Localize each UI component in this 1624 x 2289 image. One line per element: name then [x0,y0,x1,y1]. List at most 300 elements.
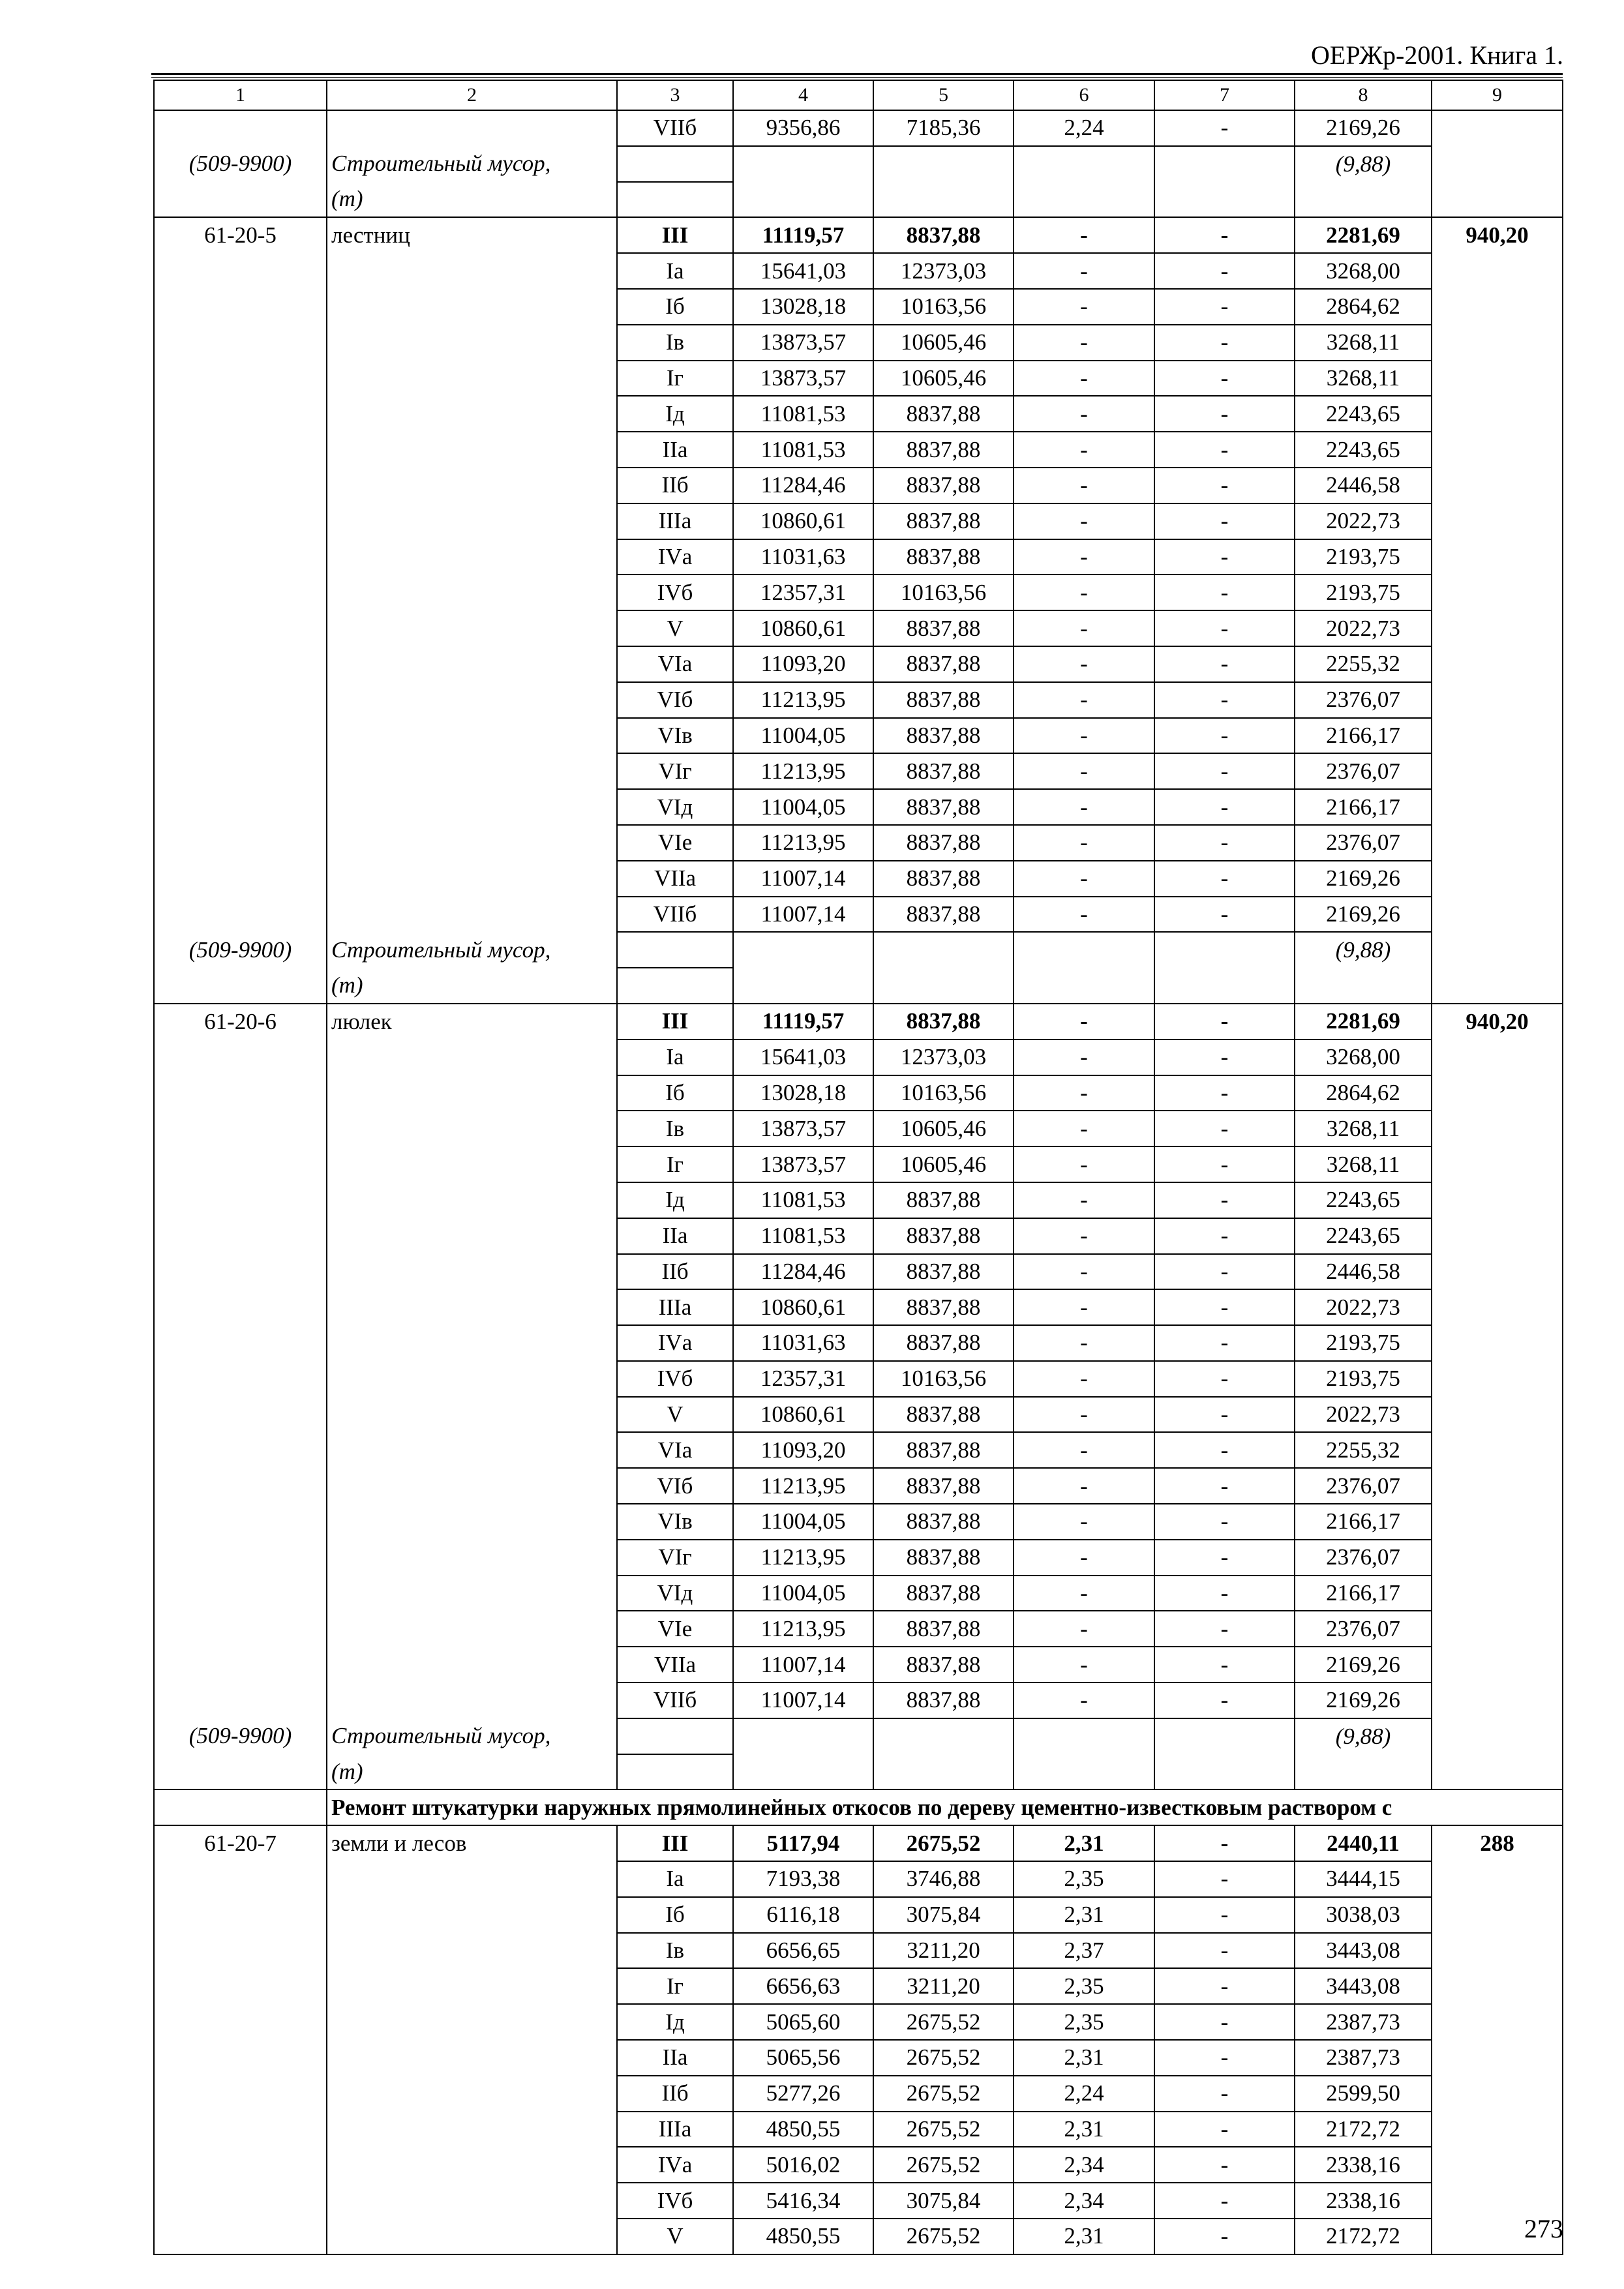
empty-cell [1154,1754,1295,1790]
wages-cell: 10163,56 [873,1075,1014,1111]
total-cost-cell: 11007,14 [733,861,873,897]
materials-cell: 2387,73 [1295,2004,1432,2040]
name-cell [327,1182,617,1218]
debris-unit: (т) [327,968,617,1004]
total-cost-cell: 11004,05 [733,1576,873,1611]
wages-cell: 8837,88 [873,1397,1014,1433]
debris-unit: (т) [327,1754,617,1790]
wages-cell: 8837,88 [873,789,1014,825]
machinist-wages-cell: - [1154,1004,1295,1040]
name-cell [327,1861,617,1897]
total-cost-cell: 11031,63 [733,1325,873,1361]
code-cell [154,1146,327,1182]
machinist-wages-cell: - [1154,361,1295,396]
labor-cell [1432,2076,1563,2112]
machinist-wages-cell: - [1154,1397,1295,1433]
machinist-wages-cell: - [1154,110,1295,146]
materials-cell: 3443,08 [1295,1968,1432,2004]
empty-cell [873,182,1014,218]
machinist-wages-cell: - [1154,861,1295,897]
empty-cell [873,1718,1014,1754]
column-number-9: 9 [1432,80,1563,110]
table-row [154,825,1563,861]
table-row [154,1218,1563,1254]
machinist-wages-cell: - [1154,432,1295,468]
total-cost-cell: 11081,53 [733,1182,873,1218]
total-cost-cell: 5065,60 [733,2004,873,2040]
wages-cell: 8837,88 [873,682,1014,718]
machinist-wages-cell: - [1154,1825,1295,1861]
code-cell [154,825,327,861]
code-cell [154,1647,327,1683]
labor-cell [1432,825,1563,861]
zone-cell: Iб [617,289,733,325]
machines-cell: 2,31 [1014,1897,1154,1933]
materials-cell: 3038,03 [1295,1897,1432,1933]
section-title: Ремонт штукатурки наружных прямолинейных откосов по дереву цементно-известковым раствором с [327,1789,1563,1825]
table-row [154,1432,1563,1468]
wages-cell: 10163,56 [873,575,1014,610]
wages-cell: 8837,88 [873,610,1014,646]
zone-cell: VIг [617,1540,733,1576]
materials-cell: 3268,00 [1295,1040,1432,1075]
code-cell [154,1897,327,1933]
table-row [154,2076,1563,2112]
table-row [154,1325,1563,1361]
code-cell [154,1325,327,1361]
machines-cell: - [1014,1540,1154,1576]
section-title-row [154,1789,1563,1825]
materials-cell: 2376,07 [1295,682,1432,718]
empty-cell [873,146,1014,182]
zone-cell: IVа [617,2147,733,2183]
code-cell [154,1468,327,1504]
wages-cell: 8837,88 [873,1432,1014,1468]
code-cell [154,1111,327,1146]
table-row [154,789,1563,825]
machines-cell: - [1014,1075,1154,1111]
zone-cell: Iа [617,1040,733,1075]
empty-cell [1295,182,1432,218]
table-row [154,361,1563,396]
zone-cell: IVа [617,539,733,575]
machinist-wages-cell: - [1154,753,1295,789]
name-cell [327,825,617,861]
code-cell [154,1432,327,1468]
debris-row [154,146,1563,182]
column-number-7: 7 [1154,80,1295,110]
total-cost-cell: 4850,55 [733,2219,873,2254]
zone-cell: V [617,610,733,646]
machinist-wages-cell: - [1154,253,1295,289]
materials-cell: 2022,73 [1295,1397,1432,1433]
wages-cell: 8837,88 [873,1004,1014,1040]
code-cell [154,1361,327,1397]
name-cell [327,897,617,933]
total-cost-cell: 11213,95 [733,1540,873,1576]
machinist-wages-cell: - [1154,646,1295,682]
materials-cell: 2281,69 [1295,1004,1432,1040]
wages-cell: 8837,88 [873,1576,1014,1611]
debris-label: Строительный мусор, [327,1718,617,1754]
wages-cell: 10605,46 [873,361,1014,396]
labor-cell: 940,20 [1432,1004,1563,1040]
labor-cell [1432,1968,1563,2004]
empty-cell [1154,932,1295,968]
zone-cell: Iд [617,2004,733,2040]
labor-cell [1432,2004,1563,2040]
zone-cell: IIб [617,2076,733,2112]
materials-cell: 2193,75 [1295,1361,1432,1397]
labor-cell [1432,1182,1563,1218]
name-cell [327,2183,617,2219]
machines-cell: - [1014,1468,1154,1504]
table-row [154,646,1563,682]
name-cell [327,1540,617,1576]
labor-cell [1432,1397,1563,1433]
machines-cell: - [1014,1218,1154,1254]
labor-cell [1432,1361,1563,1397]
page-header-title: ОЕРЖр-2001. Книга 1. [1311,40,1563,70]
machinist-wages-cell: - [1154,217,1295,253]
column-number-row [154,80,1563,110]
materials-cell: 2376,07 [1295,1611,1432,1647]
name-cell [327,1432,617,1468]
code-cell [154,325,327,361]
machines-cell: - [1014,1325,1154,1361]
total-cost-cell: 13873,57 [733,325,873,361]
zone-cell: VIд [617,789,733,825]
total-cost-cell: 11213,95 [733,753,873,789]
table-row [154,110,1563,146]
machinist-wages-cell: - [1154,897,1295,933]
machines-cell: - [1014,361,1154,396]
machinist-wages-cell: - [1154,1504,1295,1540]
materials-cell: 2172,72 [1295,2112,1432,2147]
empty-cell [1014,968,1154,1004]
total-cost-cell: 12357,31 [733,1361,873,1397]
materials-cell: 3268,11 [1295,361,1432,396]
code-cell [154,1576,327,1611]
page-number: 273 [1524,2214,1563,2243]
code-cell [154,182,327,218]
labor-cell [1432,1718,1563,1754]
total-cost-cell: 15641,03 [733,253,873,289]
code-cell [154,861,327,897]
materials-cell: 3444,15 [1295,1861,1432,1897]
materials-cell: 2387,73 [1295,2040,1432,2076]
labor-cell [1432,1075,1563,1111]
name-cell [327,361,617,396]
zone-cell [617,1754,733,1790]
table-row [154,575,1563,610]
table-row [154,610,1563,646]
code-cell [154,2004,327,2040]
materials-cell: 2376,07 [1295,753,1432,789]
table-row [154,1468,1563,1504]
machines-cell: 2,24 [1014,2076,1154,2112]
name-cell [327,1361,617,1397]
wages-cell: 12373,03 [873,253,1014,289]
wages-cell: 8837,88 [873,1325,1014,1361]
materials-cell: 2864,62 [1295,289,1432,325]
machinist-wages-cell: - [1154,468,1295,503]
zone-cell: Iв [617,1111,733,1146]
name-cell [327,1468,617,1504]
table-row [154,1968,1563,2004]
materials-cell: 2172,72 [1295,2219,1432,2254]
table-row [154,1040,1563,1075]
wages-cell: 8837,88 [873,825,1014,861]
wages-cell: 2675,52 [873,2040,1014,2076]
total-cost-cell: 6656,63 [733,1968,873,2004]
machines-cell: - [1014,432,1154,468]
empty-cell [733,182,873,218]
labor-cell [1432,1468,1563,1504]
name-cell [327,1897,617,1933]
machines-cell: - [1014,1504,1154,1540]
table-row [154,1825,1563,1861]
zone-cell: VIIа [617,1647,733,1683]
labor-cell [1432,789,1563,825]
name-cell [327,1397,617,1433]
materials-cell: 2166,17 [1295,1576,1432,1611]
labor-cell [1432,575,1563,610]
labor-cell [1432,897,1563,933]
code-cell [154,432,327,468]
zone-cell: IIIа [617,1289,733,1325]
table-row [154,253,1563,289]
empty-cell [873,1754,1014,1790]
total-cost-cell: 11213,95 [733,825,873,861]
code-cell [154,1683,327,1718]
debris-unit-row [154,1754,1563,1790]
table-row [154,1397,1563,1433]
machines-cell: - [1014,789,1154,825]
zone-cell: IIа [617,432,733,468]
table-row [154,1540,1563,1576]
code-cell [154,1504,327,1540]
labor-cell [1432,110,1563,146]
labor-cell [1432,1540,1563,1576]
name-cell [327,861,617,897]
machinist-wages-cell: - [1154,610,1295,646]
materials-cell: 3268,11 [1295,1146,1432,1182]
zone-cell: Iб [617,1897,733,1933]
table-row [154,1504,1563,1540]
table-row [154,2147,1563,2183]
table-row [154,1111,1563,1146]
machines-cell: - [1014,1289,1154,1325]
machinist-wages-cell: - [1154,1861,1295,1897]
zone-cell: III [617,217,733,253]
table-row [154,1289,1563,1325]
machinist-wages-cell: - [1154,2040,1295,2076]
machinist-wages-cell: - [1154,575,1295,610]
materials-cell: 3268,11 [1295,1111,1432,1146]
code-cell [154,1789,327,1825]
wages-cell: 3075,84 [873,2183,1014,2219]
machines-cell: 2,35 [1014,1968,1154,2004]
empty-cell [1014,932,1154,968]
labor-cell [1432,1111,1563,1146]
code-cell [154,1611,327,1647]
code-cell [154,2147,327,2183]
table-row [154,1146,1563,1182]
materials-cell: 2169,26 [1295,110,1432,146]
total-cost-cell: 5416,34 [733,2183,873,2219]
wages-cell: 8837,88 [873,217,1014,253]
name-cell [327,1325,617,1361]
code-cell [154,968,327,1004]
labor-cell [1432,753,1563,789]
total-cost-cell: 11093,20 [733,1432,873,1468]
machinist-wages-cell: - [1154,1218,1295,1254]
zone-cell: Iб [617,1075,733,1111]
zone-cell: VIв [617,1504,733,1540]
zone-cell: III [617,1825,733,1861]
machines-cell: - [1014,468,1154,503]
name-cell [327,2076,617,2112]
name-cell [327,1611,617,1647]
name-cell [327,1647,617,1683]
total-cost-cell: 11007,14 [733,1683,873,1718]
code-cell [154,503,327,539]
empty-cell [1014,1754,1154,1790]
labor-cell [1432,2112,1563,2147]
wages-cell: 8837,88 [873,539,1014,575]
machines-cell: - [1014,646,1154,682]
machines-cell: - [1014,1040,1154,1075]
total-cost-cell: 11081,53 [733,432,873,468]
table-row [154,1576,1563,1611]
name-cell [327,2112,617,2147]
materials-cell: 3268,11 [1295,325,1432,361]
machinist-wages-cell: - [1154,1040,1295,1075]
debris-value: (9,88) [1295,146,1432,182]
debris-value: (9,88) [1295,932,1432,968]
machines-cell: - [1014,1254,1154,1290]
zone-cell: VIIб [617,897,733,933]
zone-cell [617,932,733,968]
price-table [153,80,1563,2255]
name-cell [327,789,617,825]
materials-cell: 2169,26 [1295,897,1432,933]
labor-cell [1432,1576,1563,1611]
code-cell [154,610,327,646]
wages-cell: 10605,46 [873,1111,1014,1146]
debris-value: (9,88) [1295,1718,1432,1754]
machinist-wages-cell: - [1154,718,1295,754]
table-row [154,217,1563,253]
total-cost-cell: 11213,95 [733,682,873,718]
debris-code: (509-9900) [154,146,327,182]
zone-cell: Iг [617,1968,733,2004]
labor-cell [1432,1146,1563,1182]
name-cell [327,1075,617,1111]
wages-cell: 8837,88 [873,1611,1014,1647]
labor-cell [1432,503,1563,539]
labor-cell [1432,539,1563,575]
materials-cell: 2440,11 [1295,1825,1432,1861]
labor-cell [1432,361,1563,396]
table-row [154,468,1563,503]
code-cell [154,575,327,610]
zone-cell: IIа [617,1218,733,1254]
labor-cell [1432,289,1563,325]
empty-cell [1014,182,1154,218]
machines-cell: 2,31 [1014,2040,1154,2076]
wages-cell: 2675,52 [873,2112,1014,2147]
column-number-8: 8 [1295,80,1432,110]
name-cell [327,718,617,754]
zone-cell: IVа [617,1325,733,1361]
machines-cell: 2,31 [1014,2219,1154,2254]
machines-cell: - [1014,753,1154,789]
name-cell [327,1254,617,1290]
zone-cell: III [617,1004,733,1040]
zone-cell: Iв [617,1933,733,1969]
machines-cell: 2,24 [1014,110,1154,146]
wages-cell: 10605,46 [873,1146,1014,1182]
zone-cell [617,968,733,1004]
machinist-wages-cell: - [1154,1468,1295,1504]
machinist-wages-cell: - [1154,1361,1295,1397]
wages-cell: 8837,88 [873,432,1014,468]
materials-cell: 2022,73 [1295,610,1432,646]
table-row [154,2040,1563,2076]
empty-cell [733,1718,873,1754]
empty-cell [873,968,1014,1004]
labor-cell [1432,682,1563,718]
wages-cell: 8837,88 [873,1540,1014,1576]
name-cell [327,682,617,718]
name-cell [327,2219,617,2254]
code-cell [154,1933,327,1969]
total-cost-cell: 11004,05 [733,1504,873,1540]
code-cell [154,289,327,325]
wages-cell: 8837,88 [873,1683,1014,1718]
code-cell: 61-20-7 [154,1825,327,1861]
debris-label: Строительный мусор, [327,932,617,968]
code-cell [154,2219,327,2254]
code-cell [154,1218,327,1254]
zone-cell [617,146,733,182]
materials-cell: 2169,26 [1295,861,1432,897]
wages-cell: 2675,52 [873,2076,1014,2112]
machinist-wages-cell: - [1154,1325,1295,1361]
name-cell [327,1504,617,1540]
labor-cell [1432,468,1563,503]
labor-cell [1432,325,1563,361]
materials-cell: 2193,75 [1295,539,1432,575]
column-number-4: 4 [733,80,873,110]
code-cell [154,468,327,503]
zone-cell: VIг [617,753,733,789]
zone-cell: VIIа [617,861,733,897]
empty-cell [1014,1718,1154,1754]
labor-cell [1432,1432,1563,1468]
labor-cell [1432,253,1563,289]
wages-cell: 8837,88 [873,1218,1014,1254]
empty-cell [1154,1718,1295,1754]
code-cell [154,1254,327,1290]
machines-cell: - [1014,682,1154,718]
total-cost-cell: 11081,53 [733,396,873,432]
machinist-wages-cell: - [1154,2112,1295,2147]
labor-cell [1432,1933,1563,1969]
zone-cell [617,1718,733,1754]
